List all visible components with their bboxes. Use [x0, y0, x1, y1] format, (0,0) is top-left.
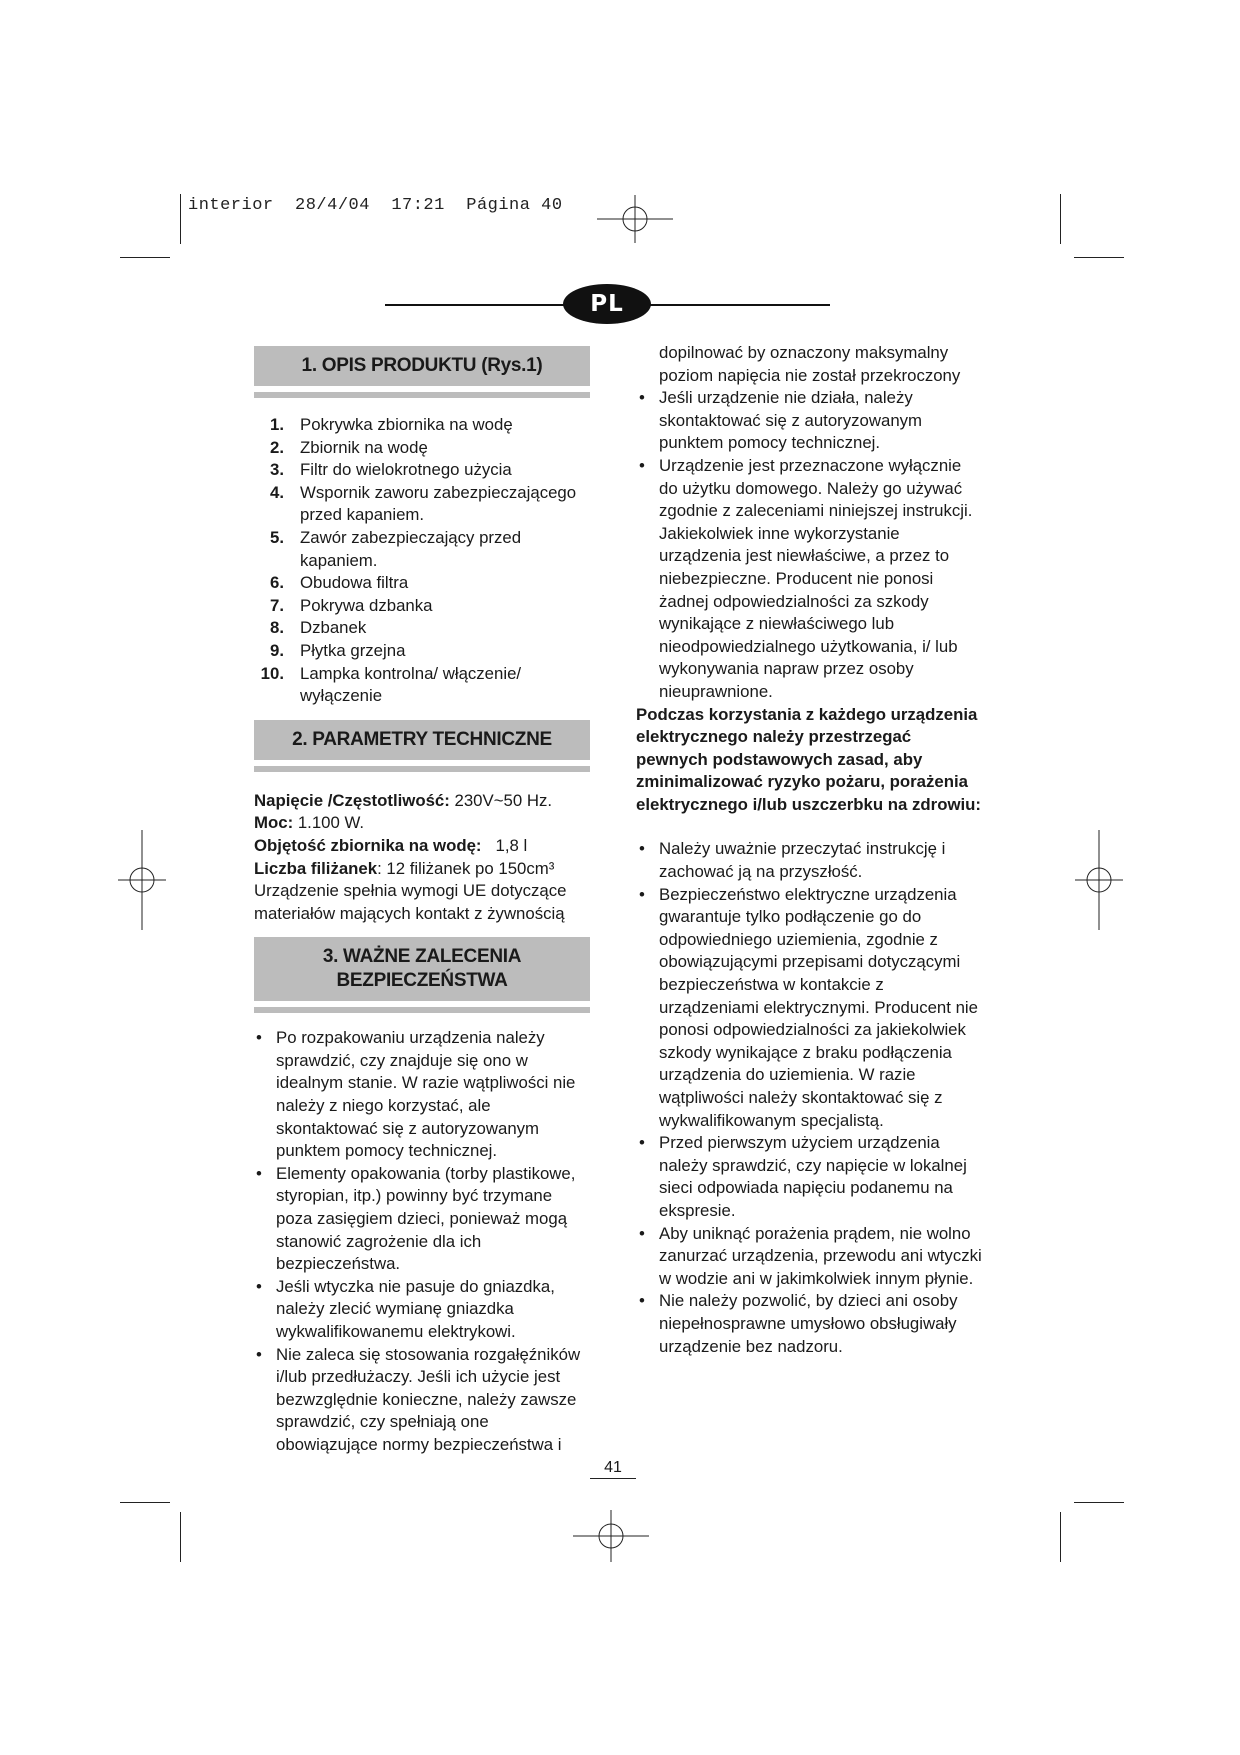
- left-column: [254, 346, 590, 1457]
- list-item: [637, 1223, 982, 1291]
- item-number: 7.: [270, 595, 284, 615]
- section-heading-line: 3. WAŻNE ZALECENIA: [322, 946, 522, 968]
- continuation-text: dopilnować by oznaczony maksymalny poziom napięcia nie został przekroczony: [659, 343, 961, 385]
- list-item: [637, 884, 982, 1133]
- item-number: 5.: [270, 527, 284, 547]
- spec-row: [254, 858, 590, 881]
- bold-notice: Podczas korzystania z każdego urządzenia elektrycznego należy przestrzegać pewnych podstawowych zasad, aby zminimalizować ryzyko pożaru, porażenia elektrycznego i/lub uszczerbku na zdrowiu:: [636, 704, 982, 814]
- list-item: [637, 1290, 982, 1358]
- registration-mark-icon: [1075, 830, 1123, 930]
- list-item: [254, 640, 590, 663]
- spec-row: [254, 835, 590, 858]
- item-number: 9.: [270, 640, 284, 660]
- list-item: [254, 1163, 590, 1276]
- spec-value: : 12 filiżanek po 150cm³: [377, 858, 555, 878]
- item-text: Pokrywa dzbanka: [300, 595, 433, 615]
- section-heading: [254, 937, 590, 1001]
- section-heading-line: BEZPIECZEŃSTWA: [336, 970, 508, 992]
- item-text: Płytka grzejna: [300, 640, 406, 660]
- crop-mark: [1074, 1502, 1124, 1503]
- list-item: [637, 455, 982, 704]
- list-item: [254, 1027, 590, 1163]
- spec-row: [254, 812, 590, 835]
- safety-list: [637, 387, 982, 703]
- crop-mark: [1060, 194, 1061, 244]
- list-item: [254, 595, 590, 618]
- print-slug: interior 28/4/04 17:21 Página 40: [188, 196, 563, 215]
- bullet-text: Jeśli wtyczka nie pasuje do gniazdka, należy zlecić wymianę gniazdka wykwalifikowanemu elektrykowi.: [276, 1276, 555, 1341]
- bullet-text: Jeśli urządzenie nie działa, należy skontaktować się z autoryzowanym punktem pomocy technicznej.: [659, 388, 923, 453]
- bullet-icon: •: [639, 1291, 645, 1311]
- spec-label: Moc:: [254, 813, 294, 833]
- list-item: [637, 1132, 982, 1222]
- bullet-icon: •: [639, 839, 645, 859]
- list-item: [254, 459, 590, 482]
- spec-value: 1.100 W.: [293, 813, 365, 833]
- list-item: [254, 1344, 590, 1457]
- item-text: Wspornik zaworu zabezpieczającego przed kapaniem.: [300, 482, 577, 525]
- item-number: 8.: [270, 618, 284, 638]
- registration-mark-icon: [597, 195, 673, 243]
- item-text: Obudowa filtra: [300, 573, 409, 593]
- registration-mark-icon: [573, 1510, 649, 1562]
- list-item: [254, 572, 590, 595]
- bullet-icon: •: [639, 455, 645, 475]
- page-number: 41: [590, 1458, 636, 1479]
- bullet-text: Bezpieczeństwo elektryczne urządzenia gwarantuje tylko podłączenie go do odpowiedniego uziemienia, zgodnie z obowiązującymi przepisami dotyczącymi bezpieczeństwa w kontakcie z urządzeniami elektrycznymi. Producent nie ponosi odpowiedzialności za jakiekolwiek szkody wynikające z braku podłączenia urządzenia do uziemienia. W razie wątpliwości należy skontaktować się z wykwalifikowanym specjalistą.: [659, 884, 978, 1130]
- bullet-text: Przed pierwszym użyciem urządzenia należy sprawdzić, czy napięcie w lokalnej sieci odpowiada napięciu podanemu na ekspresie.: [659, 1133, 967, 1220]
- item-text: Lampka kontrolna/ włączenie/ wyłączenie: [300, 663, 522, 706]
- spec-row: [254, 790, 590, 813]
- section-rule: [254, 1007, 590, 1013]
- bullet-icon: •: [256, 1028, 262, 1048]
- list-item: [254, 1276, 590, 1344]
- bullet-text: Należy uważnie przeczytać instrukcję i zachować ją na przyszłość.: [659, 839, 946, 882]
- crop-mark: [120, 1502, 170, 1503]
- section-heading: 2. PARAMETRY TECHNICZNE: [254, 720, 590, 760]
- bullet-text: Aby uniknąć porażenia prądem, nie wolno zanurzać urządzenia, przewodu ani wtyczki w wodzie ani w jakimkolwiek innym płynie.: [659, 1223, 982, 1288]
- crop-mark: [1060, 1512, 1061, 1562]
- item-text: Dzbanek: [300, 618, 367, 638]
- bullet-text: Nie należy pozwolić, by dzieci ani osoby niepełnosprawne umysłowo obsługiwały urządzenie bez nadzoru.: [659, 1291, 958, 1356]
- section-rule: [254, 392, 590, 398]
- parts-list: [254, 414, 590, 708]
- crop-mark: [1074, 257, 1124, 258]
- crop-mark: [180, 194, 181, 244]
- list-item: [254, 437, 590, 460]
- crop-mark: [120, 257, 170, 258]
- bullet-text: Po rozpakowaniu urządzenia należy sprawdzić, czy znajduje się ono w idealnym stanie. W razie wątpliwości nie należy z niego korzystać, ale skontaktować się z autoryzowanym punktem pomocy technicznej.: [276, 1028, 576, 1161]
- bullet-icon: •: [256, 1163, 262, 1183]
- bullet-icon: •: [256, 1276, 262, 1296]
- section-heading: 1. OPIS PRODUKTU (Rys.1): [254, 346, 590, 386]
- technical-specs: [254, 790, 590, 880]
- right-column: [637, 342, 982, 1358]
- safety-list: [254, 1027, 590, 1456]
- item-number: 1.: [270, 415, 284, 434]
- bullet-text: Nie zaleca się stosowania rozgałęźników i/lub przedłużaczy. Jeśli ich użycie jest bezwzględnie konieczne, należy zawsze sprawdzić, czy spełniają one obowiązujące normy bezpieczeństwa i: [276, 1344, 581, 1454]
- language-badge: PL: [563, 284, 651, 324]
- spec-value: 230V~50 Hz.: [449, 790, 552, 810]
- registration-mark-icon: [118, 830, 166, 930]
- item-number: 3.: [270, 460, 284, 480]
- list-item: [254, 414, 590, 437]
- bullet-icon: •: [639, 388, 645, 408]
- item-text: Filtr do wielokrotnego użycia: [300, 460, 512, 480]
- list-item: [637, 838, 982, 883]
- spec-label: Objętość zbiornika na wodę:: [254, 835, 482, 855]
- section-rule: [254, 766, 590, 772]
- bullet-text: Urządzenie jest przeznaczone wyłącznie do użytku domowego. Należy go używać zgodnie z zaleceniami niniejszej instrukcji. Jakiekolwiek inne wykorzystanie urządzenia jest niewłaściwe, a przez to niebezpieczne. Producent nie ponosi żadnej odpowiedzialności za szkody wynikające z niewłaściwego lub nieodpowiedzialnego użytkowania, i/ lub wykonywania napraw przez osoby nieuprawnione.: [659, 455, 973, 701]
- list-item: [254, 527, 590, 572]
- list-item: [254, 663, 590, 708]
- spec-value: 1,8 l: [481, 835, 528, 855]
- item-number: 2.: [270, 437, 284, 457]
- crop-mark: [180, 1512, 181, 1562]
- list-item: [254, 482, 590, 527]
- safety-list: [637, 838, 982, 1358]
- bullet-text: Elementy opakowania (torby plastikowe, styropian, itp.) powinny być trzymane poza zasięgiem dzieci, ponieważ mogą stanowić zagrożenie dla ich bezpieczeństwa.: [276, 1163, 576, 1274]
- bullet-icon: •: [639, 884, 645, 904]
- item-text: Pokrywka zbiornika na wodę: [300, 415, 513, 434]
- bullet-icon: •: [256, 1344, 262, 1364]
- item-number: 10.: [260, 663, 284, 683]
- list-item: [637, 387, 982, 455]
- spec-note: Urządzenie spełnia wymogi UE dotyczące materiałów mających kontakt z żywnością: [254, 881, 567, 923]
- item-text: Zbiornik na wodę: [300, 437, 428, 457]
- spec-label: Napięcie /Częstotliwość:: [254, 790, 450, 810]
- list-item: [254, 617, 590, 640]
- bullet-icon: •: [639, 1223, 645, 1243]
- bullet-icon: •: [639, 1133, 645, 1153]
- item-text: Zawór zabezpieczający przed kapaniem.: [300, 527, 522, 570]
- item-number: 6.: [270, 573, 284, 593]
- item-number: 4.: [270, 482, 284, 502]
- spec-label: Liczba filiżanek: [254, 858, 378, 878]
